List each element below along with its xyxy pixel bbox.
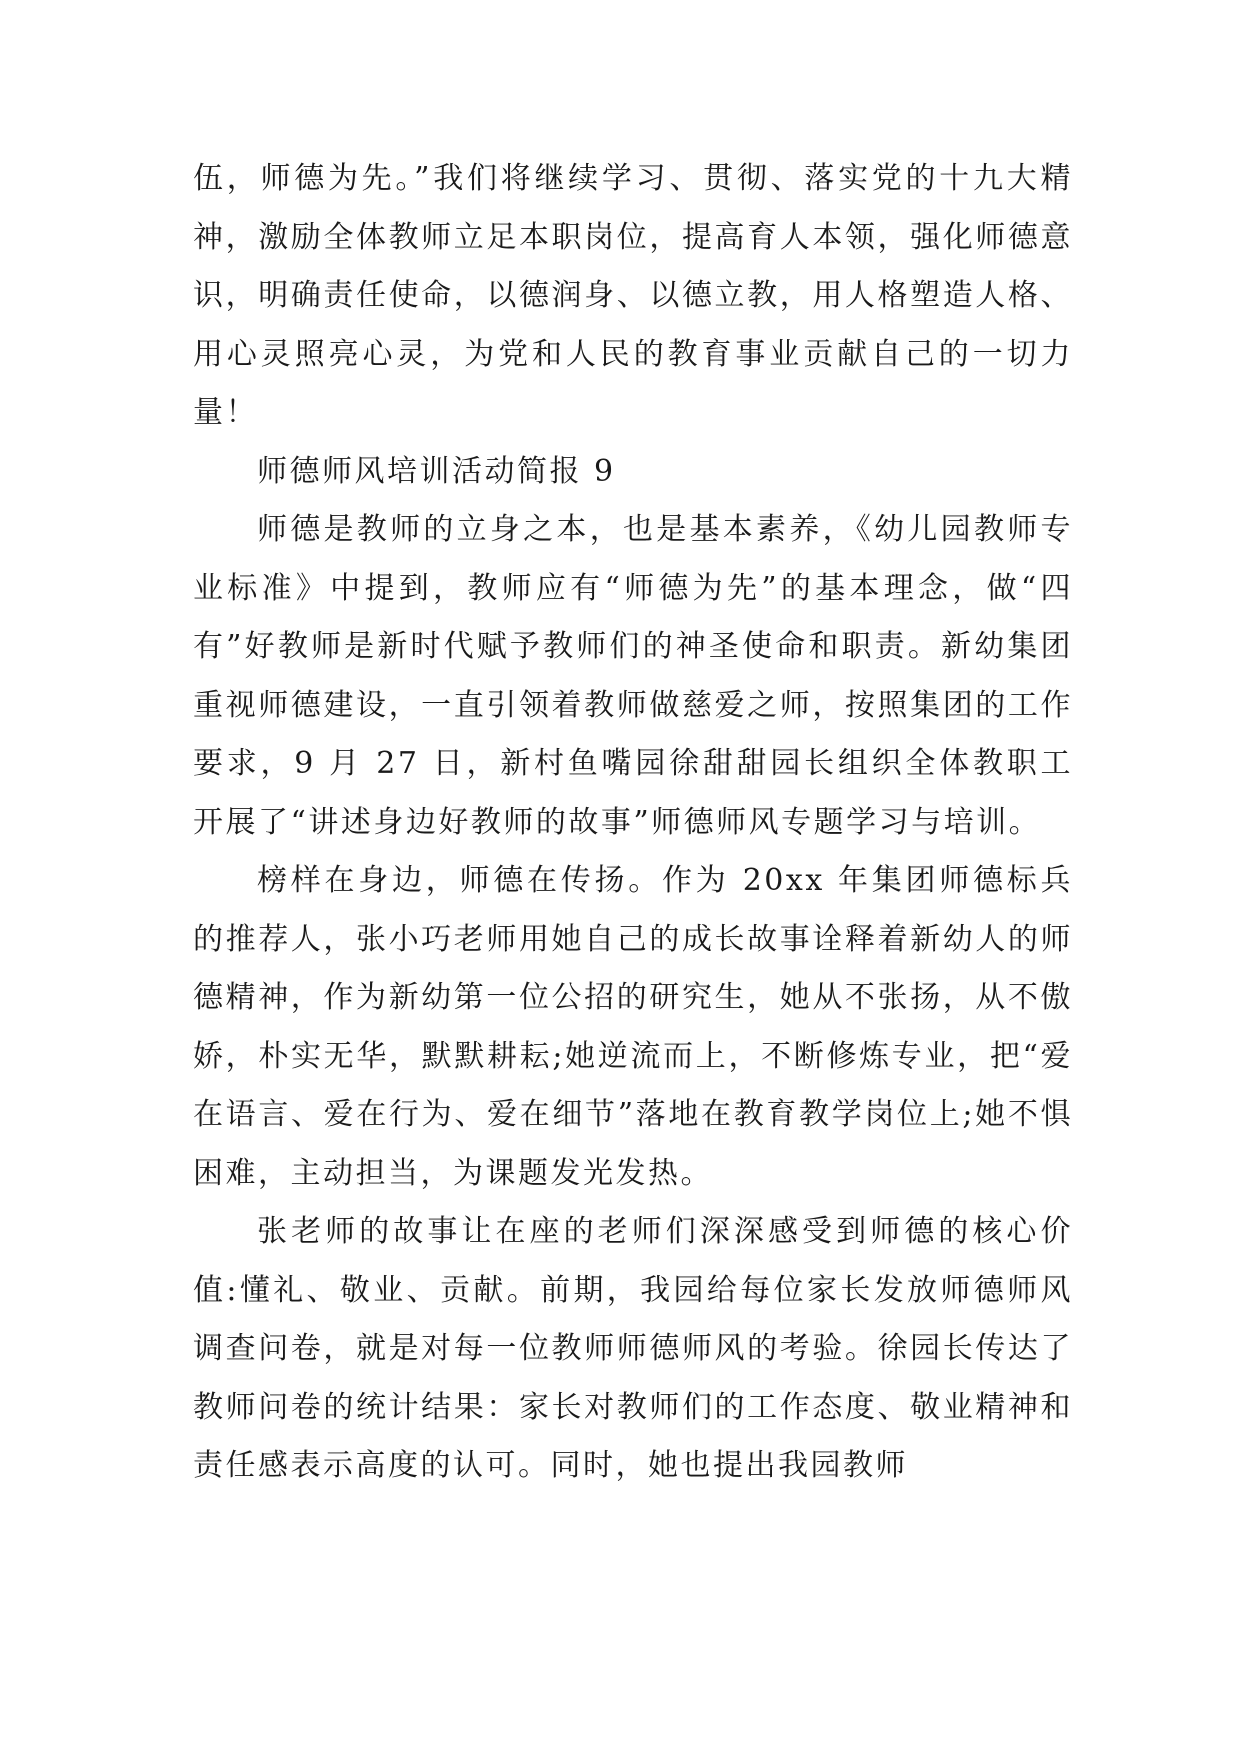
section-heading: 师德师风培训活动简报 9 (257, 453, 616, 489)
document-body (193, 150, 1073, 1496)
paragraph-closing: 伍，师德为先。”我们将继续学习、贯彻、落实党的十九大精神，激励全体教师立足本职岗位，提高育人本领，强化师德意识，明确责任使命，以德润身、以德立教，用人格塑造人格、用心灵照亮心灵，为党和人民的教育事业贡献自己的一切力量！ (193, 161, 1073, 430)
paragraph-core-values: 张老师的故事让在座的老师们深深感受到师德的核心价值:懂礼、敬业、贡献。前期，我园给每位家长发放师德师风调查问卷，就是对每一位教师师德师风的考验。徐园长传达了教师问卷的统计结果：家长对教师们的工作态度、敬业精神和责任感表示高度的认可。同时，她也提出我园教师 (193, 1214, 1073, 1483)
paragraph-intro: 师德是教师的立身之本，也是基本素养，《幼儿园教师专业标准》中提到，教师应有“师德为先”的基本理念，做“四有”好教师是新时代赋予教师们的神圣使命和职责。新幼集团重视师德建设，一直引领着教师做慈爱之师，按照集团的工作要求，9 月 27 日，新村鱼嘴园徐甜甜园长组织全体教职工开展了“讲述身边好教师的故事”师德师风专题学习与培训。 (193, 512, 1073, 840)
paragraph-role-model: 榜样在身边，师德在传扬。作为 20xx 年集团师德标兵的推荐人，张小巧老师用她自己的成长故事诠释着新幼人的师德精神，作为新幼第一位公招的研究生，她从不张扬，从不傲娇，朴实无华，默默耕耘;她逆流而上，不断修炼专业，把“爱在语言、爱在行为、爱在细节”落地在教育教学岗位上;她不惧困难，主动担当，为课题发光发热。 (193, 863, 1073, 1191)
